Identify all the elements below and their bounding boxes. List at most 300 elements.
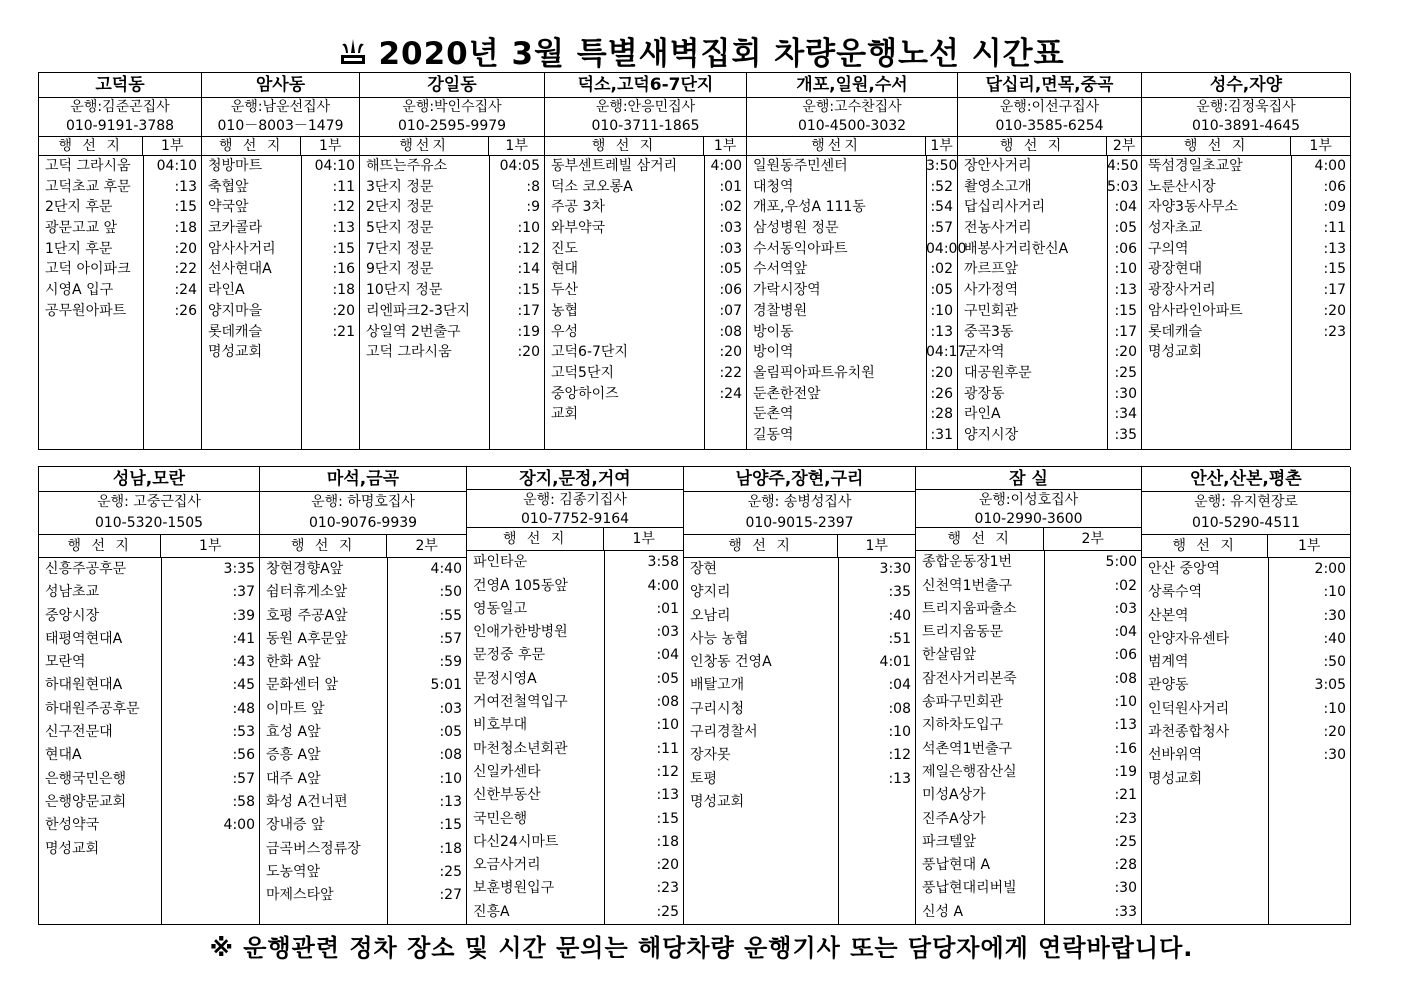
stop-name: 장안사거리	[964, 158, 1032, 174]
stop-row	[916, 691, 1141, 714]
stop-name: 고덕6-7단지	[551, 344, 628, 361]
stop-name: 구리시청	[690, 700, 745, 717]
stop-name: 트리지움파출소	[922, 600, 1017, 617]
timetable-top	[38, 72, 1350, 450]
route-column	[1142, 467, 1351, 925]
stop-row	[545, 280, 746, 301]
stop-time	[161, 838, 259, 861]
driver-phone: 010-4500-3032	[747, 116, 957, 137]
stop-row	[260, 721, 466, 744]
stop-name: 고덕초교 후문	[45, 178, 131, 195]
stop-row	[202, 156, 359, 177]
header-session: 1부	[865, 538, 888, 554]
stop-time: 04:10	[314, 158, 355, 174]
stop-row	[39, 768, 259, 791]
stop-row	[545, 218, 746, 239]
stop-name: 구의역	[1148, 240, 1189, 257]
column-header	[39, 535, 259, 558]
header-stop: 행 선 지	[916, 528, 1044, 550]
stop-name: 한성약국	[45, 817, 100, 834]
route-column	[747, 73, 967, 450]
stop-time: :55	[439, 607, 462, 624]
stop-name: 10단지 정문	[366, 282, 443, 299]
stop-row	[360, 322, 544, 343]
stop-row	[260, 558, 466, 581]
stop-row	[1142, 721, 1350, 744]
header-stop: 행 선 지	[958, 137, 1107, 155]
stop-name: 2단지 후문	[45, 199, 113, 216]
stop-row	[39, 791, 259, 814]
stop-row	[1142, 581, 1350, 604]
header-stop: 행선지	[747, 137, 926, 155]
stop-time: :40	[1323, 630, 1346, 647]
stop-row	[202, 280, 359, 301]
stop-name: 축협앞	[208, 178, 249, 195]
stop-time: 4:00	[710, 158, 742, 174]
stop-name: 양지시장	[964, 426, 1019, 443]
stop-time: 04:05	[499, 158, 540, 174]
route-column	[467, 467, 684, 925]
stops-list	[1142, 156, 1350, 449]
stop-name: 종합운동장1번	[922, 554, 1013, 571]
stop-time: :25	[1114, 364, 1137, 381]
driver-phone: 010-2595-9979	[360, 116, 544, 137]
route-column	[916, 467, 1142, 925]
stop-time: :18	[174, 220, 197, 237]
stop-name: 장현	[690, 561, 718, 577]
driver-name: 운행:김정욱집사	[1196, 99, 1296, 115]
stop-row	[684, 698, 915, 721]
stop-row	[467, 691, 683, 714]
stop-time: :08	[1114, 670, 1137, 687]
route-name: 개포,일원,수서	[747, 73, 957, 98]
stop-row	[545, 342, 746, 363]
stop-name: 신한부동산	[473, 787, 541, 804]
stop-time: :18	[656, 833, 679, 850]
stop-row	[958, 239, 1141, 260]
stop-time: :11	[656, 740, 679, 757]
stops-list	[1142, 558, 1350, 924]
column-divider	[704, 156, 705, 449]
stop-name: 인애가한방병원	[473, 624, 568, 641]
stop-time: :45	[232, 677, 255, 694]
stop-row	[958, 342, 1141, 363]
stop-row	[39, 558, 259, 581]
stops-list	[39, 558, 259, 924]
stop-time: :05	[1114, 220, 1137, 237]
timetable-bottom	[38, 466, 1350, 925]
route-column	[202, 73, 360, 450]
stop-row	[916, 808, 1141, 831]
stop-name: 구리경찰서	[690, 724, 758, 741]
stop-name: 사능 농협	[690, 630, 749, 647]
stop-name: 까르프앞	[964, 261, 1019, 278]
stop-name: 중앙시장	[45, 607, 100, 624]
column-divider	[1107, 156, 1108, 449]
stop-row	[958, 280, 1141, 301]
route-column	[260, 467, 467, 925]
stop-time: :53	[232, 724, 255, 741]
stop-name: 명성교회	[690, 793, 745, 810]
stop-time: :15	[332, 240, 355, 257]
stop-time: :13	[1114, 282, 1137, 299]
stop-name: 문화센터 앞	[266, 677, 339, 694]
stop-name: 롯데캐슬	[1148, 323, 1203, 340]
stop-name: 명성교회	[1148, 770, 1203, 787]
stop-time: :15	[1114, 302, 1137, 319]
stop-time: :04	[1114, 624, 1137, 641]
stop-time: :09	[1323, 199, 1346, 216]
stop-time: :08	[888, 700, 911, 717]
stop-name: 와부약국	[551, 220, 606, 237]
stop-row	[260, 861, 466, 884]
stop-row	[39, 239, 201, 260]
stop-time: :03	[1114, 600, 1137, 617]
stop-name: 증흥 A앞	[266, 747, 321, 764]
column-divider	[387, 558, 388, 924]
route-name: 성남,모란	[39, 467, 259, 492]
stop-time: :18	[439, 840, 462, 857]
stop-name: 대청역	[753, 178, 794, 195]
stop-name: 길동역	[753, 426, 794, 443]
stop-name: 화성 A건너편	[266, 793, 348, 810]
stop-row	[1142, 768, 1350, 791]
stop-time: :58	[232, 793, 255, 810]
stop-name: 한살림앞	[922, 647, 977, 664]
stop-row	[684, 628, 915, 651]
stop-name: 동부센트레빌 삼거리	[551, 158, 678, 174]
header-session: 1부	[632, 531, 655, 548]
stop-time: :31	[930, 426, 953, 443]
driver-name: 운행: 송병성집사	[747, 494, 852, 510]
stop-time: :15	[174, 199, 197, 216]
stop-row	[1142, 218, 1350, 239]
stop-name: 고덕 그라시움	[366, 344, 452, 361]
stop-row	[39, 744, 259, 767]
stops-list	[260, 558, 466, 924]
stop-time: :06	[1323, 178, 1346, 195]
stop-time: :51	[888, 630, 911, 647]
stop-row	[360, 218, 544, 239]
stop-time: :24	[719, 385, 742, 402]
stop-name: 고덕5단지	[551, 364, 615, 381]
stop-name: 방이역	[753, 344, 794, 361]
stop-name: 문정시영A	[473, 670, 537, 687]
stop-name: 산본역	[1148, 607, 1189, 624]
stop-name: 마제스타앞	[266, 887, 334, 904]
stop-row	[39, 218, 201, 239]
stop-time: :15	[656, 810, 679, 827]
stop-row	[1142, 239, 1350, 260]
stop-time: :10	[888, 724, 911, 741]
stop-row	[467, 598, 683, 621]
stop-time: 04:00	[926, 240, 967, 257]
stop-name: 오금사거리	[473, 857, 541, 874]
stop-name: 효성 A앞	[266, 724, 321, 741]
stop-name: 주공 3차	[551, 199, 605, 216]
stop-row	[260, 674, 466, 697]
stop-row	[916, 621, 1141, 644]
stop-name: 호평 주공A앞	[266, 607, 348, 624]
stop-name: 대공원후문	[964, 364, 1032, 381]
stop-row	[39, 605, 259, 628]
stop-time: :15	[1323, 261, 1346, 278]
stop-time: :21	[1114, 787, 1137, 804]
stop-time: 4:40	[430, 561, 462, 577]
stop-time: :50	[1323, 654, 1346, 671]
header-stop: 행선지	[360, 137, 489, 155]
stop-row	[916, 575, 1141, 598]
stop-name: 우성	[551, 323, 579, 340]
stop-name: 은행양문교회	[45, 793, 127, 810]
stop-row	[916, 644, 1141, 667]
stop-time: :13	[656, 787, 679, 804]
stop-name: 제일은행잠산실	[922, 763, 1017, 780]
stop-name: 촬영소고개	[964, 178, 1032, 195]
route-name: 장지,문정,거여	[467, 467, 683, 490]
stop-time: :26	[930, 385, 953, 402]
column-header	[260, 535, 466, 558]
stop-name: 암사사거리	[208, 240, 276, 257]
stop-name: 풍납현대 A	[922, 857, 991, 874]
stop-time: :13	[1114, 717, 1137, 734]
stop-name: 농협	[551, 302, 579, 319]
stop-time: :04	[656, 647, 679, 664]
stop-row	[467, 831, 683, 854]
stop-time: :30	[1114, 880, 1137, 897]
stop-name: 쉼터휴게소앞	[266, 584, 348, 601]
stop-name: 비호부대	[473, 717, 528, 734]
stop-name: 신성 A	[922, 903, 964, 920]
stop-name: 라인A	[964, 406, 1001, 423]
stop-name: 군자역	[964, 344, 1005, 361]
stop-name: 안산 중앙역	[1148, 561, 1221, 577]
stop-row	[202, 218, 359, 239]
stop-time: :10	[1323, 700, 1346, 717]
driver-phone: 010－8003－1479	[202, 116, 359, 137]
stop-row	[202, 239, 359, 260]
stop-row	[39, 628, 259, 651]
stop-time: :19	[1114, 763, 1137, 780]
stop-row	[684, 605, 915, 628]
stop-time: :52	[930, 178, 953, 195]
stop-time: :35	[888, 584, 911, 601]
stop-time	[1268, 768, 1350, 791]
stop-row	[958, 404, 1141, 425]
stop-time: :23	[656, 880, 679, 897]
stop-time: :05	[930, 282, 953, 299]
stop-name: 성자초교	[1148, 220, 1203, 237]
stop-time: :21	[332, 323, 355, 340]
route-name: 안산,산본,평촌	[1142, 467, 1350, 492]
stop-row	[916, 831, 1141, 854]
stop-row	[39, 259, 201, 280]
stop-time: :18	[332, 282, 355, 299]
stop-name: 광문고교 앞	[45, 220, 118, 237]
stops-list	[39, 156, 201, 449]
stop-name: 진흥A	[473, 903, 510, 920]
stop-time: :25	[656, 903, 679, 920]
column-header	[1142, 137, 1350, 156]
stop-row	[545, 384, 746, 405]
stop-name: 중앙하이즈	[551, 385, 619, 402]
stop-row	[467, 621, 683, 644]
stop-time: 4:50	[1107, 158, 1139, 174]
stop-time: :10	[1114, 261, 1137, 278]
stop-time: 4:01	[879, 654, 911, 671]
stop-time: :28	[930, 406, 953, 423]
stop-name: 삼성병원 정문	[753, 220, 839, 237]
stop-name: 과천종합청사	[1148, 724, 1230, 741]
stop-time: 4:00	[223, 817, 255, 834]
stop-time: :39	[232, 607, 255, 624]
stop-row	[260, 838, 466, 861]
stop-time	[1291, 342, 1350, 363]
stop-time: :02	[930, 261, 953, 278]
header-stop: 행 선 지	[202, 137, 301, 155]
route-column	[545, 73, 747, 450]
stop-name: 명성교회	[45, 840, 100, 857]
stop-row	[360, 280, 544, 301]
route-column	[684, 467, 916, 925]
header-session: 2부	[1112, 138, 1136, 154]
stop-name: 다신24시마트	[473, 833, 559, 850]
driver-phone: 010-9191-3788	[39, 116, 201, 137]
stop-row	[684, 558, 915, 581]
stop-time: 3:35	[223, 561, 255, 577]
stop-time: :06	[1114, 647, 1137, 664]
column-divider	[1291, 156, 1292, 449]
stop-name: 2단지 정문	[366, 199, 434, 216]
stop-name: 광장사거리	[1148, 282, 1216, 299]
stop-name: 장내증 앞	[266, 817, 325, 834]
stop-time: :07	[719, 302, 742, 319]
header-stop: 행 선 지	[1142, 137, 1291, 155]
stop-name: 고덕 그라시움	[45, 158, 131, 174]
stop-row	[260, 744, 466, 767]
stop-time: :25	[439, 863, 462, 880]
stop-row	[545, 156, 746, 177]
stop-row	[684, 768, 915, 791]
stop-row	[39, 156, 201, 177]
stop-name: 경찰병원	[753, 302, 808, 319]
stop-time: :17	[1323, 282, 1346, 299]
stop-row	[360, 156, 544, 177]
stop-name: 신일카센타	[473, 763, 541, 780]
stop-time: :15	[439, 817, 462, 834]
stop-time: :54	[930, 199, 953, 216]
stop-row	[467, 761, 683, 784]
stop-name: 하대원주공후문	[45, 700, 140, 717]
stop-time: :10	[439, 770, 462, 787]
stop-time: :43	[232, 654, 255, 671]
stop-row	[360, 342, 544, 363]
stop-time: :08	[439, 747, 462, 764]
stop-name: 영동일고	[473, 600, 528, 617]
header-stop: 행 선 지	[467, 528, 604, 550]
stop-name: 라인A	[208, 282, 245, 299]
stop-name: 안양자유센타	[1148, 630, 1230, 647]
stop-time: :02	[719, 199, 742, 216]
stop-row	[684, 581, 915, 604]
stop-time: :06	[719, 282, 742, 299]
header-session: 1부	[199, 538, 222, 554]
stop-row	[1142, 177, 1350, 198]
stop-name: 국민은행	[473, 810, 528, 827]
stop-row	[467, 668, 683, 691]
stop-row	[467, 854, 683, 877]
stop-row	[916, 877, 1141, 900]
stop-time: 5:00	[1105, 554, 1137, 571]
driver-name: 운행: 고중근집사	[97, 494, 201, 510]
stop-row	[1142, 197, 1350, 218]
route-name: 덕소,고덕6-7단지	[545, 73, 746, 98]
stop-time: :59	[439, 654, 462, 671]
column-header	[545, 137, 746, 156]
stop-name: 선사현대A	[208, 261, 272, 278]
stop-time: :20	[656, 857, 679, 874]
stop-time: :10	[1323, 584, 1346, 601]
stop-row	[916, 598, 1141, 621]
stop-name: 상일역 2번출구	[366, 323, 461, 340]
stop-time: :13	[174, 178, 197, 195]
stop-row	[958, 197, 1141, 218]
stop-name: 금곡버스정류장	[266, 840, 361, 857]
stop-name: 한화 A앞	[266, 654, 321, 671]
stop-row	[39, 721, 259, 744]
stop-name: 공무원아파트	[45, 302, 127, 319]
route-name: 성수,자양	[1142, 73, 1350, 98]
stop-name: 해뜨는주유소	[366, 158, 448, 174]
stop-time: :19	[517, 323, 540, 340]
route-column	[360, 73, 545, 450]
stop-row	[1142, 322, 1350, 343]
route-column	[39, 467, 260, 925]
driver-phone: 010-3585-6254	[958, 116, 1141, 137]
stop-row	[39, 177, 201, 198]
stop-time: :56	[232, 747, 255, 764]
stop-time: 4:00	[647, 577, 679, 594]
stop-row	[39, 581, 259, 604]
column-divider	[143, 156, 144, 449]
stop-name: 3단지 정문	[366, 178, 434, 195]
stop-row	[545, 301, 746, 322]
stop-time: :8	[526, 178, 540, 195]
stop-time: :27	[439, 887, 462, 904]
stop-row	[958, 384, 1141, 405]
stop-row	[684, 674, 915, 697]
header-session: 1부	[713, 138, 737, 154]
stop-row	[545, 177, 746, 198]
stop-time: :50	[439, 584, 462, 601]
route-name: 남양주,장현,구리	[684, 467, 915, 492]
stop-name: 광장동	[964, 385, 1005, 402]
stop-name: 5단지 정문	[366, 220, 434, 237]
stop-row	[1142, 301, 1350, 322]
stop-name: 암사라인아파트	[1148, 302, 1243, 319]
stop-time: :22	[719, 364, 742, 381]
stop-time: :23	[1323, 323, 1346, 340]
driver-name: 운행:박인수집사	[402, 99, 502, 115]
stop-row	[916, 761, 1141, 784]
stop-time: :22	[174, 261, 197, 278]
stop-time: :01	[656, 600, 679, 617]
stop-time: :30	[1114, 385, 1137, 402]
driver-phone: 010-9015-2397	[684, 512, 915, 535]
stop-name: 현대	[551, 261, 579, 278]
stop-time: :57	[232, 770, 255, 787]
stop-time: :26	[174, 302, 197, 319]
